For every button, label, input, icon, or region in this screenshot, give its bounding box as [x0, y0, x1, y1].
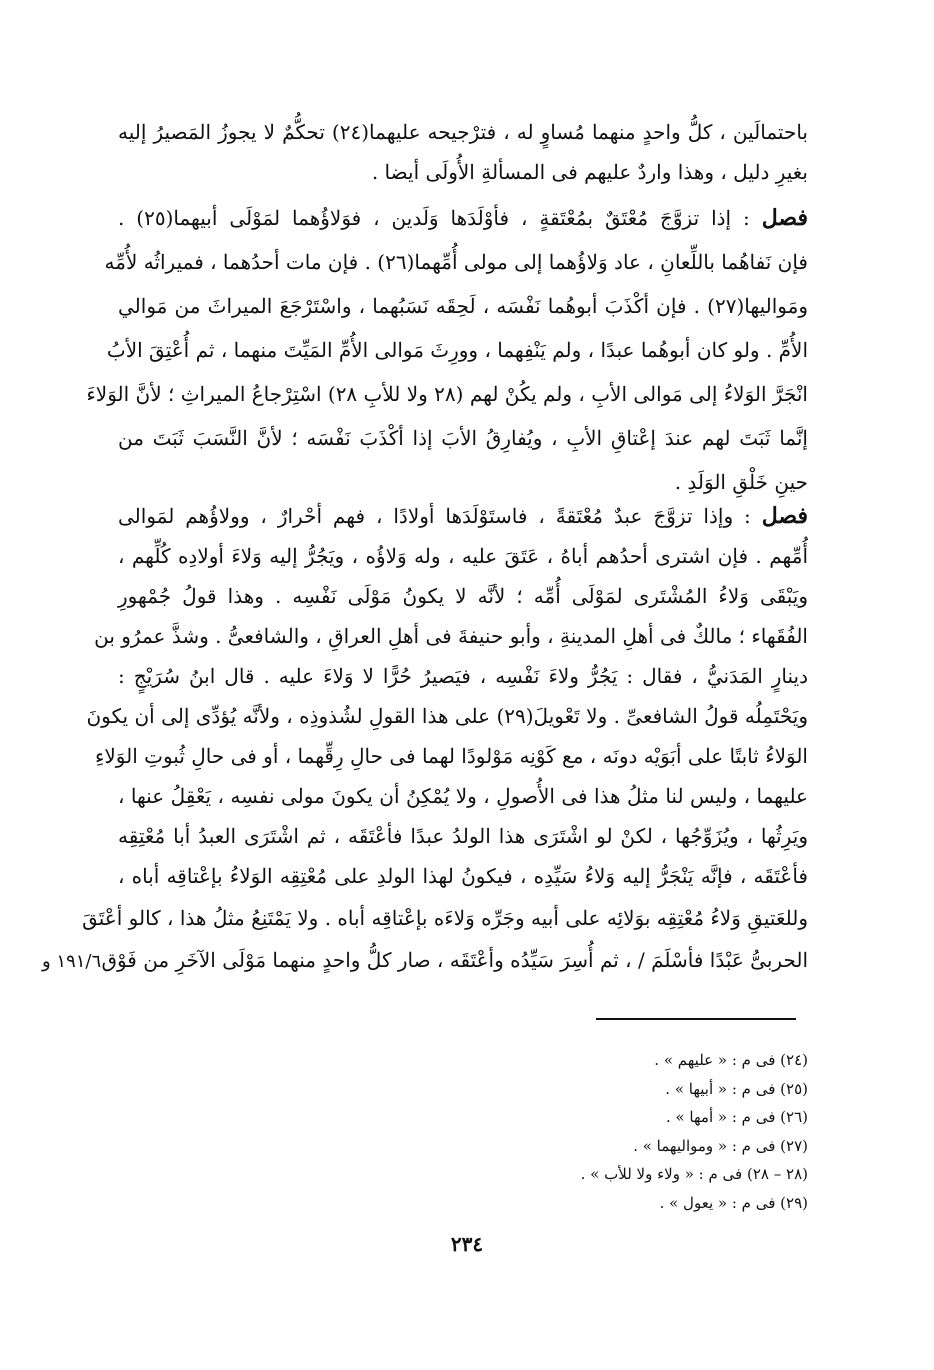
footnote: (٢٦) فى م : « أمها » . [665, 1108, 808, 1126]
margin-reference: ١٩١/٦ و [42, 951, 102, 972]
body-line: ويَبْقَى وَلاءُ المُشْتَرى لمَوْلَى أُمِّه ؛ لأنَّه لا يكونُ مَوْلَى نَفْسِه . وهذا قولُ جُمْهورِ [118, 584, 808, 608]
body-line: الحربىُّ عَبْدًا فأسْلَمَ / ، ثم أُسِرَ سَيِّدُه وأعْتَقَه ، صار كلُّ واحدٍ منهما مَوْلَى الآخَرِ من فَوْق [101, 948, 808, 972]
body-line: فصل : إذا تزوَّجَ مُعْتَقٌ بمُعْتَقةٍ ، فأوْلَدَها وَلَدين ، فوَلاؤُهما لمَوْلَى أبيهما(٢٥) . [118, 205, 808, 231]
body-line: أُمِّهم . فإن اشترى أحدُهم أباهُ ، عَتَقَ عليه ، وله وَلاؤُه ، ويَجُرُّ إليه وَلاءَ أولادِه كُلِّهم ، [118, 544, 808, 568]
footnote: (٢٩) فى م : « يعول » . [659, 1193, 808, 1212]
body-line: الأُمِّ . ولو كان أبوهُما عبدًا ، ولم يَنْفِهما ، وورِثَ مَوالى الأُمِّ المَيِّتَ منهما ، ثم أُعْتِقَ الأبُ [106, 338, 808, 362]
body-line: حينِ خَلْقِ الوَلَدِ . [674, 470, 808, 494]
footnote-divider [596, 1018, 796, 1020]
body-line: دينارٍ المَدَنيُّ ، فقال : يَجُرُّ ولاءَ نَفْسِه ، فيَصيرُ حُرًّا لا وَلاءَ عليه . قال ابنُ سُرَيْجٍ : [118, 664, 808, 688]
body-line: فإن نَفاهُما باللِّعانِ ، عاد وَلاؤُهما إلى مولى أُمِّهما(٢٦) . فإن مات أحدُهما ، فميراثُه لأُمِّه [104, 250, 808, 274]
footnote: (٢٧) فى م : « ومواليهما » . [633, 1136, 808, 1155]
footnote: (٢٥) فى م : « أبيها » . [665, 1079, 808, 1098]
body-line: الوَلاءُ ثابتًا على أبَوَيْه دونَه ، مع كَوْنِه مَوْلودًا لهما فى حالِ رِقِّهما ، أو فى حالِ ثُبوتِ الوَلاءِ [94, 744, 808, 768]
body-line: وللعَتيقِ وَلاءُ مُعْتِقِه بوَلائِه على أبيه وجَرِّه وَلاءَه بإعْتاقِه أباه . ولا يَمْتَنِعُ مثلُ هذا ، كالو أعْتَقَ [82, 906, 808, 930]
body-line: فصل : وإذا تزوَّجَ عبدٌ مُعْتَقةً ، فاستَوْلَدَها أولادًا ، فهم أحْرارٌ ، وولاؤُهم لمَوالى [118, 503, 808, 529]
body-line: ومَواليها(٢٧) . فإن أكْذَبَ أبوهُما نَفْسَه ، لَحِقَه نَسَبُهما ، واسْتَرْجَعَ الميراثَ من مَوالي [118, 294, 808, 318]
body-line: فأعْتَقَه ، فإنَّه يَنْجَرُّ إليه وَلاءُ سَيِّدِه ، فيكونُ لهذا الولدِ على مُعْتِقِه الوَلاءُ بإعْتاقِه أباه ، [118, 864, 808, 888]
body-line: بغيرِ دليل ، وهذا واردٌ عليهم فى المسألةِ الأُولَى أيضا . [371, 160, 808, 184]
body-line: ويَرِثُها ، ويُزَوِّجُها ، لكنْ لو اشْتَرَى هذا الولدُ عبدًا فأعْتَقَه ، ثم اشْتَرَى العبدُ أبا مُعْتِقِه [118, 824, 808, 848]
body-line: باحتمالَين ، كلُّ واحدٍ منهما مُساوٍ له ، فترْجيحه عليهما(٢٤) تحكُّمٌ لا يجوزُ المَصيرُ إليه [118, 120, 808, 144]
section-heading: فصل [761, 205, 808, 231]
footnotes [308, 1046, 808, 1217]
section-heading: فصل [761, 503, 808, 529]
body-line: الفُقَهاء ؛ مالكٌ فى أهلِ المدينةِ ، وأبو حنيفةَ فى أهلِ العراقِ ، والشافعىُّ . وشذَّ عمرُو بن [94, 624, 808, 648]
body-line: ويَحْتَمِلُه قولُ الشافعىِّ . ولا تَعْويلَ(٢٩) على هذا القولِ لشُذوذِه ، ولأنَّه يُؤدِّى إلى أن يكونَ [86, 704, 808, 728]
footnote: (٢٤) فى م : « عليهم » . [654, 1051, 808, 1069]
footnote: (٢٨ – ٢٨) فى م : « ولاء ولا للأب » . [580, 1165, 808, 1183]
page-number: ٢٣٤ [450, 1232, 484, 1256]
body-line: انْجَرَّ الوَلاءُ إلى مَوالى الأبِ ، ولم يكُنْ لهم (٢٨ ولا للأبِ ٢٨) اسْتِرْجاعُ الميراثِ ؛ لأنَّ الوَلاءَ [86, 382, 808, 406]
body-line: عليهما ، وليس لنا مثلُ هذا فى الأُصولِ ، ولا يُمْكِنُ أن يكونَ مولى نفسِه ، يَعْقِلُ عنها ، [118, 784, 808, 808]
body-line: إنَّما ثَبَتَ لهم عندَ إعْتاقِ الأبِ ، ويُفارِقُ الأبَ إذا أكْذَبَ نَفْسَه ؛ لأنَّ النَّسَبَ ثَبَتَ من [118, 426, 808, 450]
